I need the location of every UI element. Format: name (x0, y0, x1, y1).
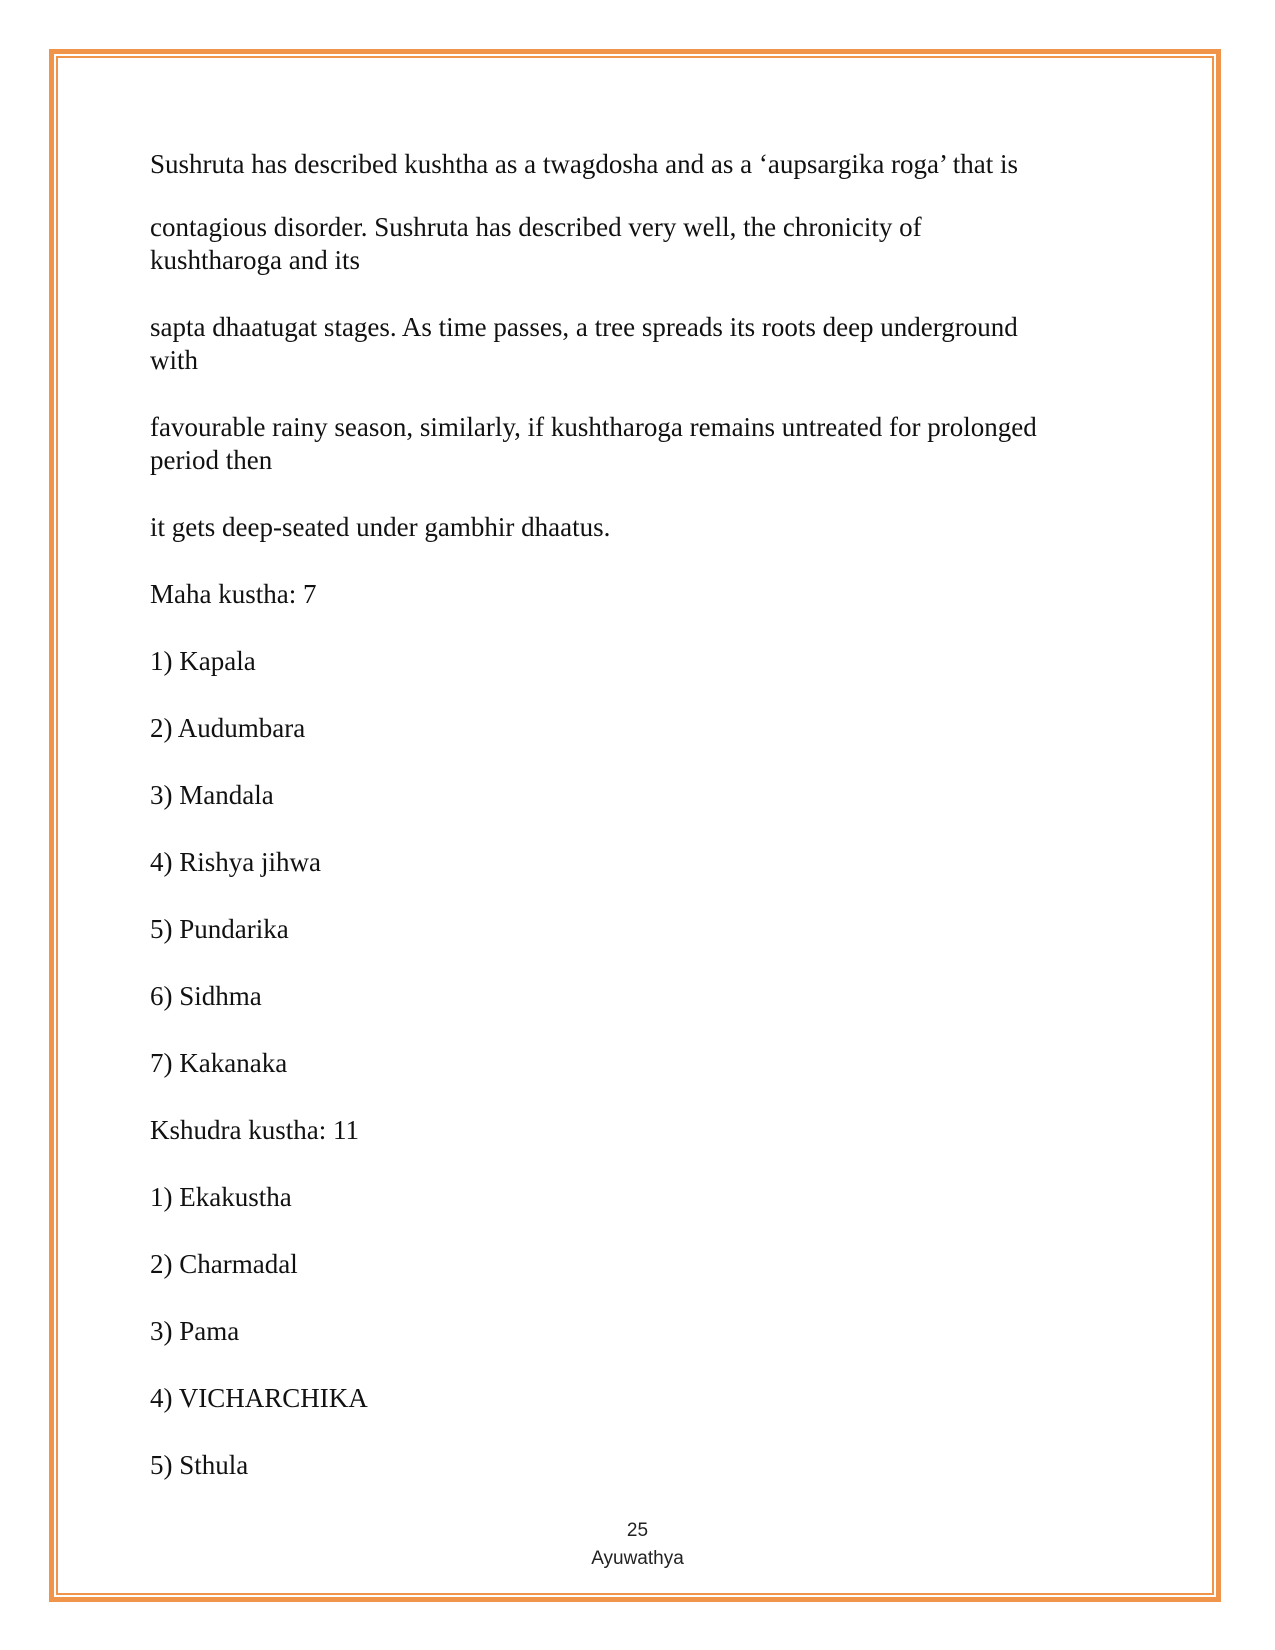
paragraph-4: favourable rainy season, similarly, if kushtharoga remains untreated for prolonged period then (150, 412, 1037, 475)
paragraph-5: it gets deep-seated under gambhir dhaatus. (150, 512, 611, 542)
kshudra-kustha-item: 5) Sthula (150, 1450, 249, 1480)
paragraph-1: Sushruta has described kushtha as a twagdosha and as a ‘aupsargika roga’ that is (150, 149, 1019, 179)
kshudra-kustha-item: 2) Charmadal (150, 1249, 298, 1279)
maha-kustha-item: 5) Pundarika (150, 914, 289, 944)
publication-name: Ayuwathya (591, 1548, 684, 1569)
kshudra-kustha-item: 4) VICHARCHIKA (150, 1383, 368, 1413)
page-content (150, 148, 1110, 1516)
maha-kustha-item: 1) Kapala (150, 646, 256, 676)
maha-kustha-item: 2) Audumbara (150, 713, 306, 743)
paragraph-2: contagious disorder. Sushruta has described very well, the chronicity of kushtharoga and its (150, 212, 922, 275)
maha-kustha-item: 3) Mandala (150, 780, 274, 810)
maha-kustha-item: 7) Kakanaka (150, 1048, 288, 1078)
maha-kustha-item: 6) Sidhma (150, 981, 262, 1011)
maha-kustha-item: 4) Rishya jihwa (150, 847, 321, 877)
paragraph-3: sapta dhaatugat stages. As time passes, a tree spreads its roots deep underground with (150, 312, 1018, 375)
kshudra-kustha-item: 1) Ekakustha (150, 1182, 292, 1212)
page-number: 25 (626, 1520, 649, 1541)
kshudra-kustha-heading: Kshudra kustha: 11 (150, 1115, 359, 1145)
kshudra-kustha-item: 3) Pama (150, 1316, 240, 1346)
maha-kustha-heading: Maha kustha: 7 (150, 579, 317, 609)
